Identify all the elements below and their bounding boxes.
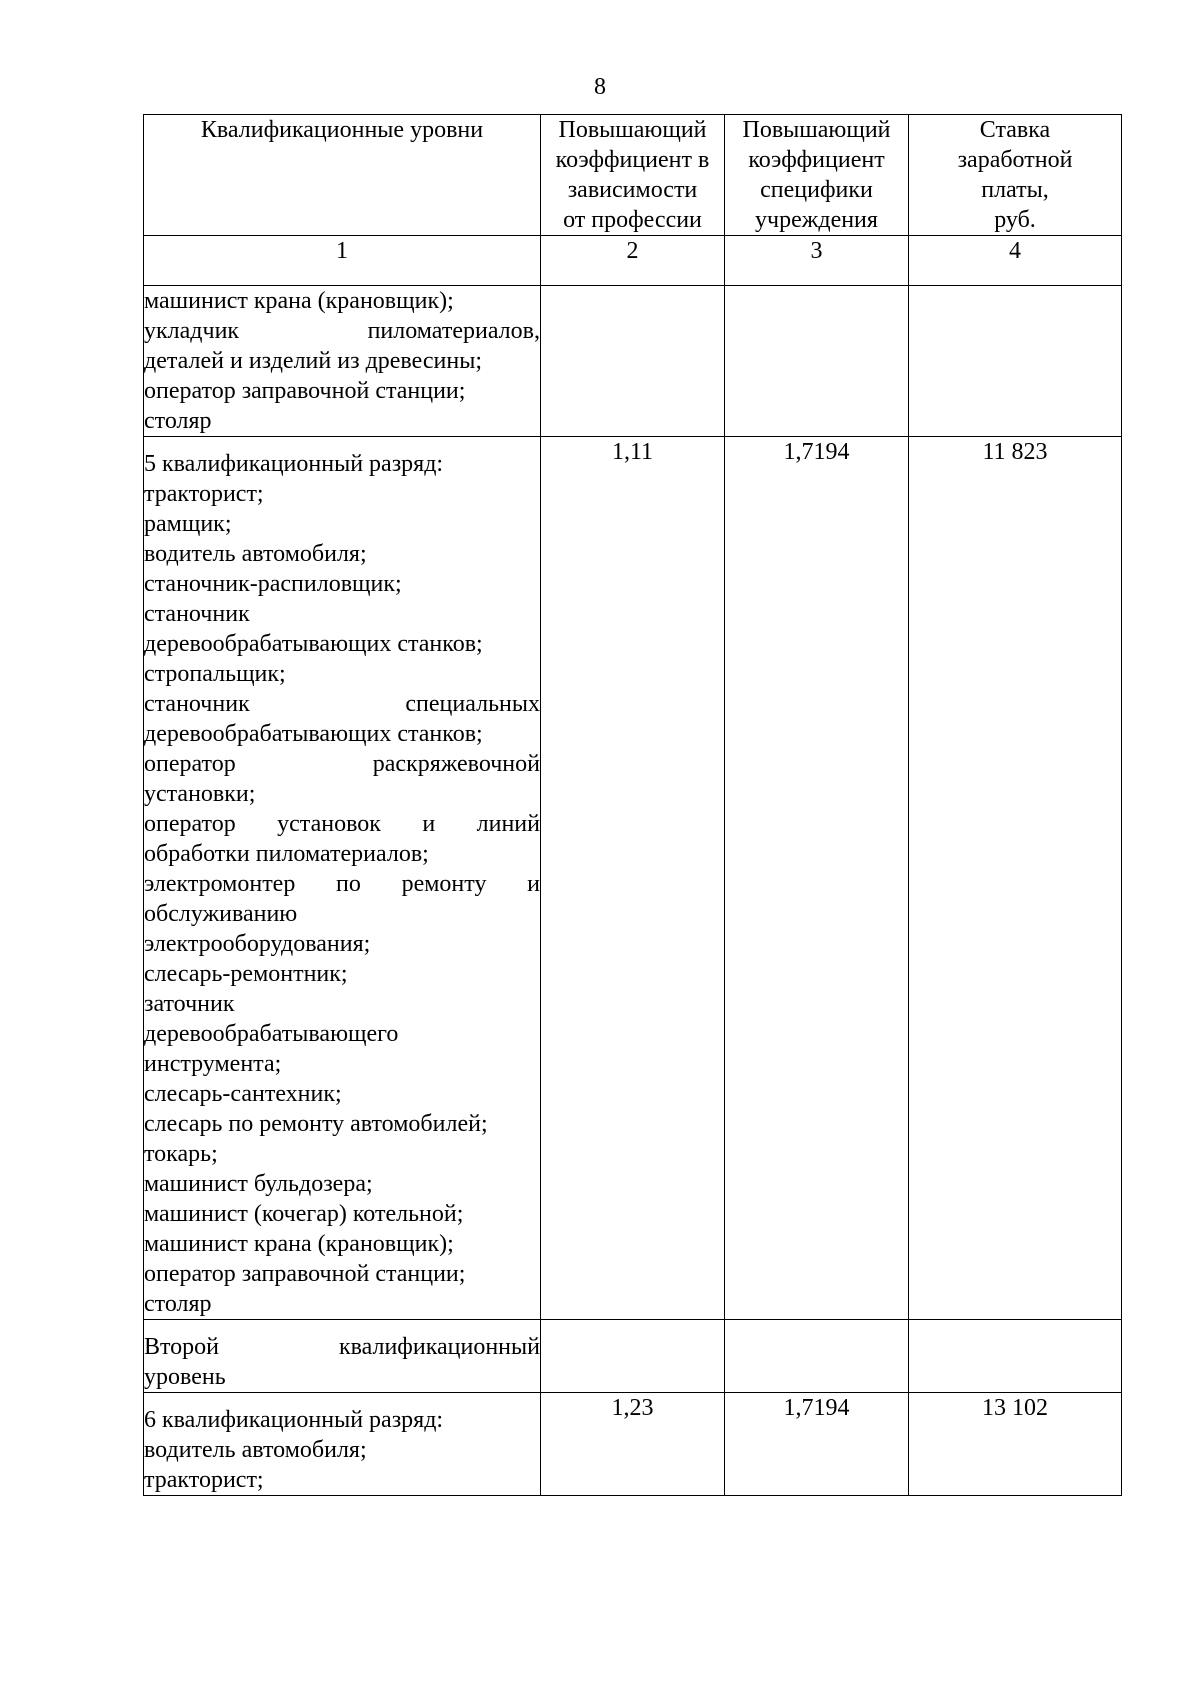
qualification-cell: [144, 437, 541, 1320]
coef-institution-cell: [725, 286, 909, 437]
text-line: электрооборудования;: [144, 931, 371, 957]
text-line: оператор раскряжевочной: [144, 751, 540, 777]
text-line: 5 квалификационный разряд:: [144, 451, 444, 477]
text-line: деревообрабатывающих станков;: [144, 721, 483, 747]
table-row: [144, 286, 1122, 437]
coef-institution-cell: [725, 1320, 909, 1393]
header-qualification-levels: [144, 115, 541, 236]
coef-profession-cell: 1,23: [541, 1393, 725, 1496]
text-line: машинист крана (крановщик);: [144, 288, 454, 314]
text-line: станочник-распиловщик;: [144, 571, 402, 597]
rate-cell: 13 102: [909, 1393, 1122, 1496]
column-number-row: [144, 236, 1122, 286]
text-line: машинист (кочегар) котельной;: [144, 1201, 464, 1227]
text-line: оператор заправочной станции;: [144, 378, 466, 404]
header-line: руб.: [994, 207, 1036, 233]
text-line: укладчик пиломатериалов,: [144, 318, 540, 344]
column-number: 4: [909, 236, 1122, 286]
text-line: деревообрабатывающего: [144, 1021, 399, 1047]
text-line: заточник: [144, 991, 235, 1017]
header-coef-institution: [725, 115, 909, 236]
text-line: токарь;: [144, 1141, 218, 1167]
coef-profession-cell: [541, 1320, 725, 1393]
text-line: машинист бульдозера;: [144, 1171, 373, 1197]
text-line: установки;: [144, 781, 256, 807]
column-number: 3: [725, 236, 909, 286]
header-salary-rate: [909, 115, 1122, 236]
text-line: слесарь по ремонту автомобилей;: [144, 1111, 488, 1137]
header-line: Повышающий: [558, 117, 707, 143]
text-line: обработки пиломатериалов;: [144, 841, 429, 867]
text-line: оператор заправочной станции;: [144, 1261, 466, 1287]
text-line: инструмента;: [144, 1051, 282, 1077]
header-line: специфики: [760, 177, 873, 203]
text-line: обслуживанию: [144, 901, 298, 927]
column-number: 1: [144, 236, 541, 286]
qualification-cell: [144, 1393, 541, 1496]
coef-profession-cell: 1,11: [541, 437, 725, 1320]
rate-cell: [909, 286, 1122, 437]
text-line: электромонтер по ремонту и: [144, 871, 540, 897]
table-row: [144, 1320, 1122, 1393]
qualification-cell: [144, 286, 541, 437]
text-line: тракторист;: [144, 1467, 264, 1493]
salary-table: [143, 114, 1122, 1496]
header-line: от профессии: [563, 207, 702, 233]
rate-cell: 11 823: [909, 437, 1122, 1320]
text-line: Второй квалификационный: [144, 1334, 540, 1360]
text-line: машинист крана (крановщик);: [144, 1231, 454, 1257]
coef-institution-cell: 1,7194: [725, 1393, 909, 1496]
coef-institution-cell: 1,7194: [725, 437, 909, 1320]
header-line: Квалификационные уровни: [200, 117, 484, 143]
column-number: 2: [541, 236, 725, 286]
text-line: водитель автомобиля;: [144, 1437, 367, 1463]
text-line: уровень: [144, 1364, 226, 1390]
text-line: водитель автомобиля;: [144, 541, 367, 567]
rate-cell: [909, 1320, 1122, 1393]
text-line: стропальщик;: [144, 661, 286, 687]
header-line: платы,: [981, 177, 1049, 203]
header-line: учреждения: [755, 207, 878, 233]
header-line: зависимости: [567, 177, 698, 203]
qualification-level-cell: [144, 1320, 541, 1393]
page-number: 8: [594, 74, 606, 100]
text-line: слесарь-ремонтник;: [144, 961, 348, 987]
text-line: деревообрабатывающих станков;: [144, 631, 483, 657]
text-line: тракторист;: [144, 481, 264, 507]
header-line: заработной: [957, 147, 1073, 173]
text-line: рамщик;: [144, 511, 232, 537]
header-line: Повышающий: [742, 117, 891, 143]
header-row: [144, 115, 1122, 236]
header-line: коэффициент в: [555, 147, 710, 173]
text-line: столяр: [144, 408, 212, 434]
coef-profession-cell: [541, 286, 725, 437]
text-line: оператор установок и линий: [144, 811, 540, 837]
text-line: слесарь-сантехник;: [144, 1081, 342, 1107]
header-line: коэффициент: [748, 147, 885, 173]
table-row: [144, 1393, 1122, 1496]
text-line: деталей и изделий из древесины;: [144, 348, 483, 374]
text-line: столяр: [144, 1291, 212, 1317]
header-coef-profession: [541, 115, 725, 236]
text-line: станочник специальных: [144, 691, 540, 717]
header-line: Ставка: [979, 117, 1051, 143]
text-line: станочник: [144, 601, 250, 627]
table-row: [144, 437, 1122, 1320]
text-line: 6 квалификационный разряд:: [144, 1407, 444, 1433]
